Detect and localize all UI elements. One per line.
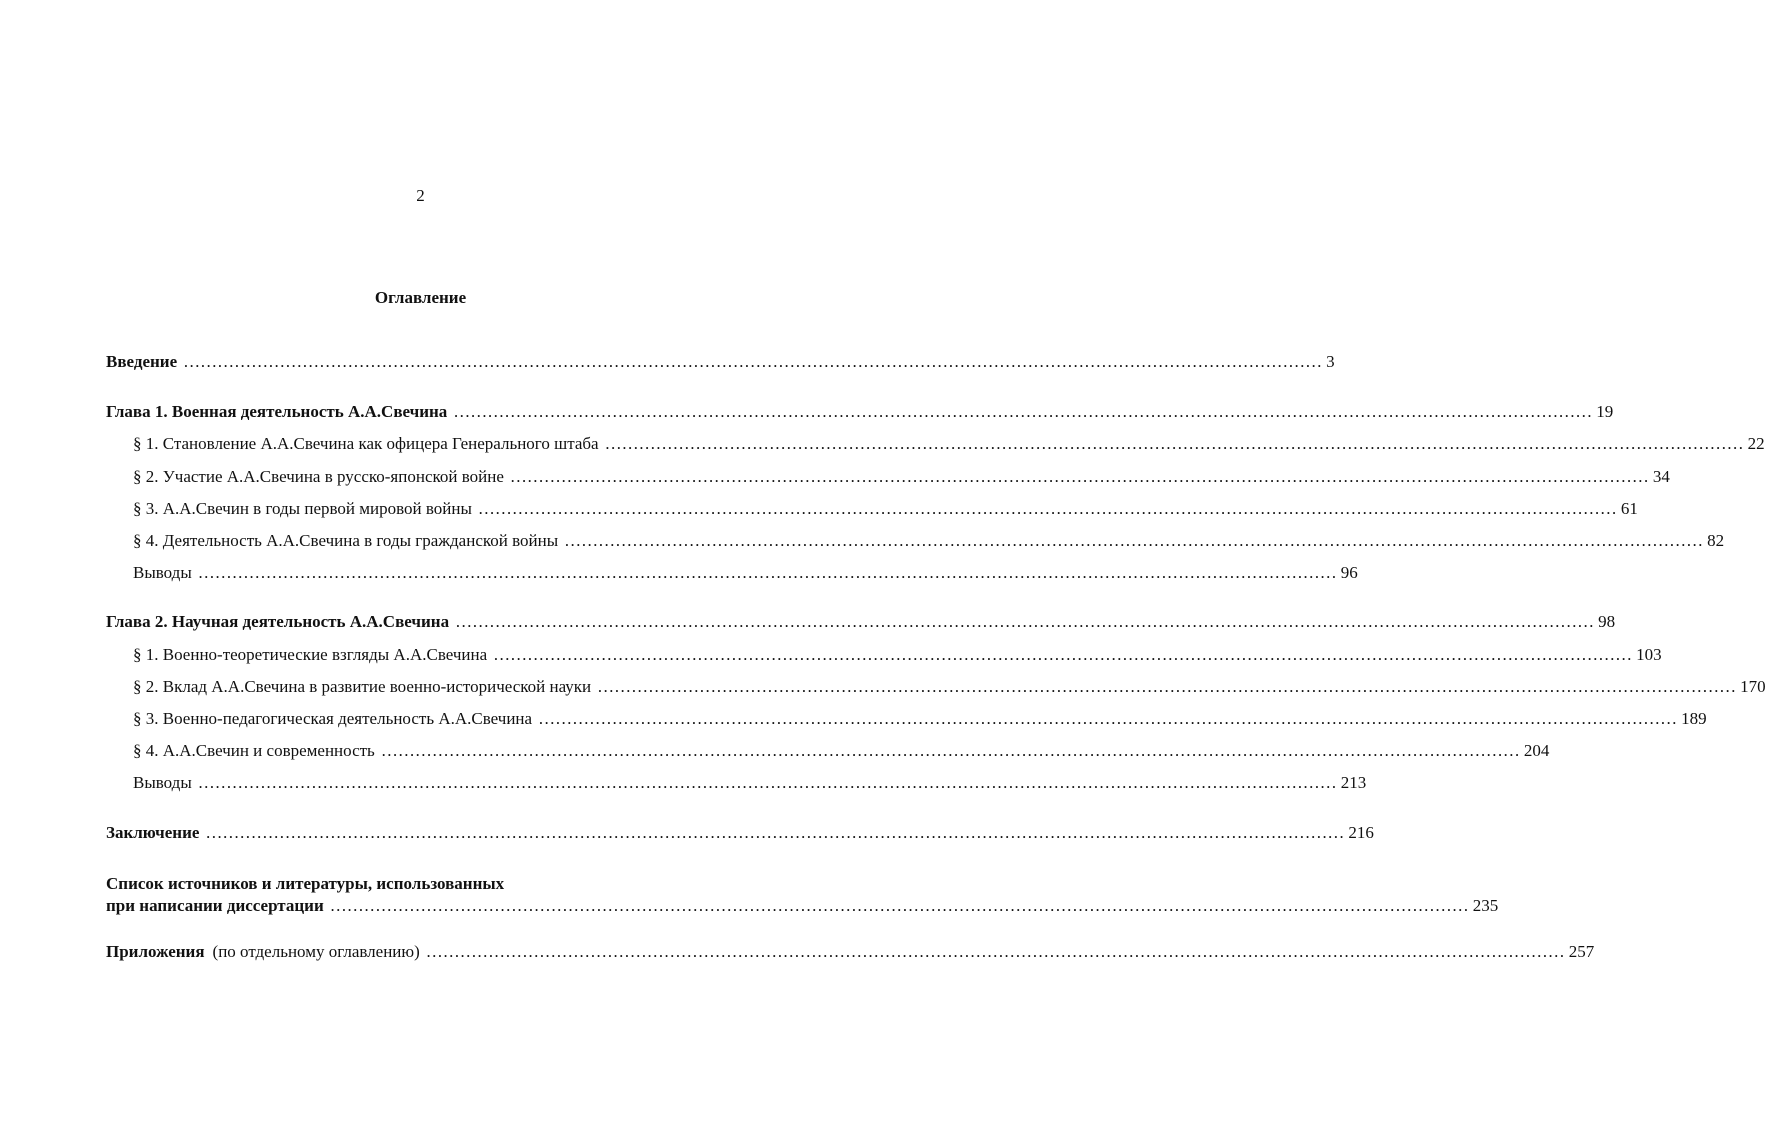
toc-entry-label: § 3. А.А.Свечин в годы первой мировой войны bbox=[133, 499, 472, 518]
toc-entry-label: Выводы bbox=[133, 773, 192, 792]
toc-entry-page: 213 bbox=[1340, 773, 1367, 792]
toc-entry-label: § 3. Военно-педагогическая деятельность А.А.Свечина bbox=[133, 709, 533, 728]
toc-entry-page: 82 bbox=[1707, 531, 1725, 550]
toc-entry-label: § 4. Деятельность А.А.Свечина в годы гражданской войны bbox=[133, 531, 559, 550]
toc-ch1-section-1 bbox=[133, 434, 1765, 454]
toc-entry-page: 3 bbox=[1326, 352, 1335, 371]
toc-entry-label: Введение bbox=[106, 352, 178, 371]
toc-entry-page: 19 bbox=[1596, 402, 1614, 421]
toc-entry-label: Выводы bbox=[133, 563, 192, 582]
dot-leader: ………………………………………………………………………………………………………………………………………………………………………………… bbox=[205, 823, 1345, 842]
toc-chapter-2 bbox=[106, 612, 1616, 632]
toc-ch2-section-3 bbox=[133, 709, 1707, 729]
toc-ch1-section-3 bbox=[133, 499, 1638, 519]
toc-ch2-section-4 bbox=[133, 741, 1550, 761]
toc-chapter-1 bbox=[106, 402, 1614, 422]
toc-ch2-conclusions bbox=[133, 773, 1367, 793]
dot-leader: ………………………………………………………………………………………………………………………………………………………………………………… bbox=[425, 942, 1565, 961]
toc-entry-page: 204 bbox=[1523, 741, 1550, 760]
toc-entry-appendix bbox=[106, 942, 1595, 962]
toc-ch1-conclusions bbox=[133, 563, 1358, 583]
toc-entry-label: § 1. Становление А.А.Свечина как офицера Генерального штаба bbox=[133, 434, 599, 453]
toc-entry-page: 98 bbox=[1598, 612, 1616, 631]
toc-entry-label: Приложения bbox=[106, 942, 205, 961]
dot-leader: ………………………………………………………………………………………………………………………………………………………………………………… bbox=[197, 773, 1337, 792]
toc-entry-label: § 1. Военно-теоретические взгляды А.А.Свечина bbox=[133, 645, 488, 664]
toc-entry-intro bbox=[106, 352, 1335, 372]
toc-entry-label: Глава 1. Военная деятельность А.А.Свечина bbox=[106, 402, 448, 421]
toc-entry-page: 235 bbox=[1472, 896, 1499, 915]
dot-leader: ………………………………………………………………………………………………………………………………………………………………………………… bbox=[604, 434, 1744, 453]
dot-leader: ………………………………………………………………………………………………………………………………………………………………………………… bbox=[597, 677, 1737, 696]
toc-ch2-section-1 bbox=[133, 645, 1662, 665]
toc-entry-conclusion bbox=[106, 823, 1374, 843]
toc-ch1-section-4 bbox=[133, 531, 1725, 551]
toc-entry-page: 61 bbox=[1620, 499, 1638, 518]
toc-entry-page: 189 bbox=[1681, 709, 1707, 728]
toc-entry-page: 216 bbox=[1348, 823, 1374, 842]
toc-entry-label: при написании диссертации bbox=[106, 896, 324, 915]
page-number: 2 bbox=[416, 186, 425, 205]
toc-entry-page: 170 bbox=[1740, 677, 1766, 696]
dot-leader: ………………………………………………………………………………………………………………………………………………………………………………… bbox=[538, 709, 1678, 728]
toc-entry-page: 257 bbox=[1568, 942, 1595, 961]
dot-leader: ………………………………………………………………………………………………………………………………………………………………………………… bbox=[197, 563, 1337, 582]
dot-leader: ………………………………………………………………………………………………………………………………………………………………………………… bbox=[564, 531, 1704, 550]
dot-leader: ………………………………………………………………………………………………………………………………………………………………………………… bbox=[380, 741, 1520, 760]
toc-entry-label: § 4. А.А.Свечин и современность bbox=[133, 741, 375, 760]
dot-leader: ………………………………………………………………………………………………………………………………………………………………………………… bbox=[493, 645, 1633, 664]
toc-ch1-section-2 bbox=[133, 467, 1670, 487]
toc-entry-sources-line1: Список источников и литературы, использованных bbox=[106, 874, 505, 893]
dot-leader: ………………………………………………………………………………………………………………………………………………………………………………… bbox=[477, 499, 1617, 518]
toc-ch2-section-2 bbox=[133, 677, 1766, 697]
toc-entry-page: 22 bbox=[1747, 434, 1765, 453]
dot-leader: ………………………………………………………………………………………………………………………………………………………………………………… bbox=[329, 896, 1469, 915]
dot-leader: ………………………………………………………………………………………………………………………………………………………………………………… bbox=[183, 352, 1323, 371]
toc-entry-note: (по отдельному оглавлению) bbox=[212, 942, 420, 961]
dot-leader: ………………………………………………………………………………………………………………………………………………………………………………… bbox=[455, 612, 1595, 631]
toc-entry-page: 96 bbox=[1340, 563, 1358, 582]
toc-entry-label: § 2. Участие А.А.Свечина в русско-японской войне bbox=[133, 467, 504, 486]
page-title: Оглавление bbox=[374, 288, 467, 307]
toc-entry-label: § 2. Вклад А.А.Свечина в развитие военно-исторической науки bbox=[133, 677, 592, 696]
dot-leader: ………………………………………………………………………………………………………………………………………………………………………………… bbox=[453, 402, 1593, 421]
toc-entry-page: 103 bbox=[1636, 645, 1662, 664]
dot-leader: ………………………………………………………………………………………………………………………………………………………………………………… bbox=[509, 467, 1649, 486]
toc-entry-label: Заключение bbox=[106, 823, 200, 842]
toc-entry-sources bbox=[106, 896, 1499, 916]
toc-entry-label: Глава 2. Научная деятельность А.А.Свечина bbox=[106, 612, 450, 631]
toc-entry-page: 34 bbox=[1652, 467, 1670, 486]
